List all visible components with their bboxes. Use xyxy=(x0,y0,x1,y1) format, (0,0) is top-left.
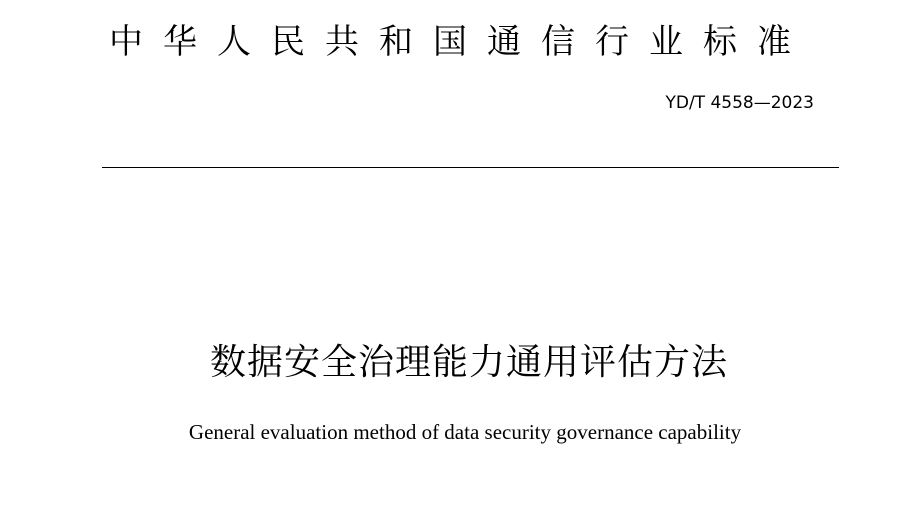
standard-category-heading: 中华人民共和国通信行业标准 xyxy=(109,22,811,62)
document-title-chinese: 数据安全治理能力通用评估方法 xyxy=(209,342,728,383)
standard-code: YD/T 4558—2023 xyxy=(665,93,814,113)
document-title-english: General evaluation method of data security governance capability xyxy=(188,420,742,444)
header-divider xyxy=(102,167,839,168)
